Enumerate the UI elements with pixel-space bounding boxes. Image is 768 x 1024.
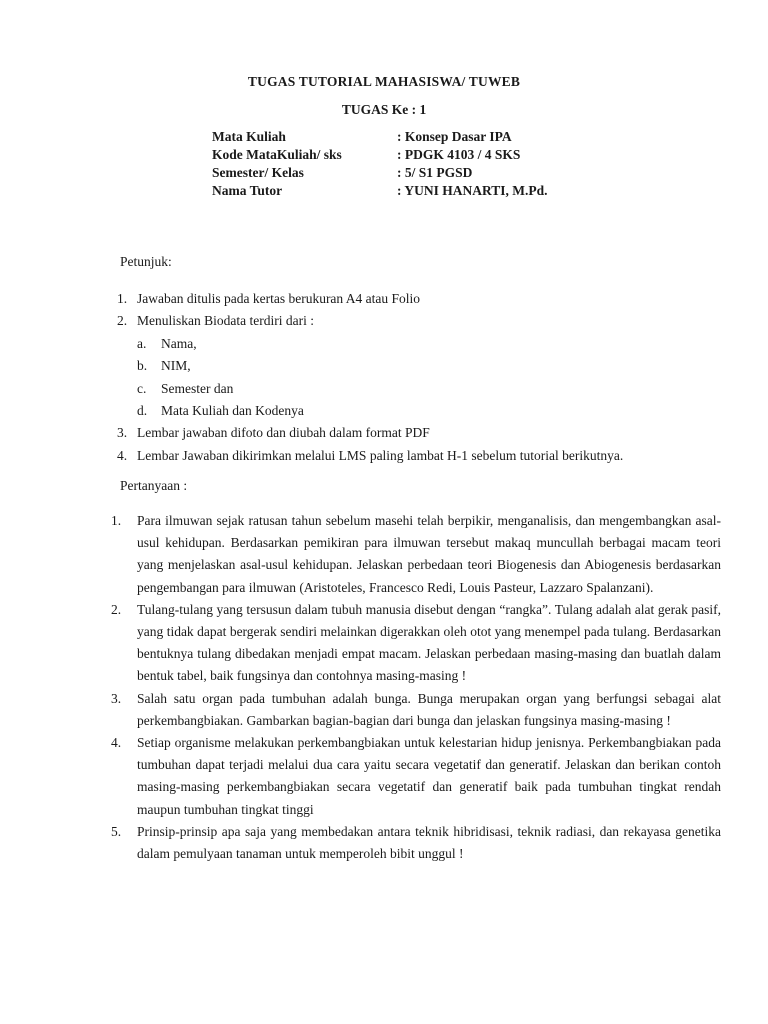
list-subitem (117, 333, 727, 355)
course-info (212, 128, 548, 200)
list-letter: a. (137, 335, 147, 351)
info-row (212, 146, 548, 164)
list-item (117, 422, 727, 444)
info-label: Nama Tutor (212, 183, 283, 198)
question-number: 4. (111, 735, 122, 751)
document-subtitle: TUGAS Ke : 1 (341, 102, 427, 117)
list-text: Lembar Jawaban dikirimkan melalui LMS paling lambat H-1 sebelum tutorial berikutnya. (137, 447, 624, 463)
question-text: Setiap organisme melakukan perkembangbiakan untuk kelestarian hidup jenisnya. Perkembangbiakan pada tumbuhan dapat terjadi melalui dua cara yaitu secara vegetatif dan generatif. Jelaskan dan berikan contoh masing-masing perkembangbiakan secara vegetatif dan generatif baik pada tumbuhan tingkat rendah maupun tumbuhan tingkat tinggi (137, 735, 721, 817)
list-subitem (117, 378, 727, 400)
info-row (212, 164, 548, 182)
list-text: Lembar jawaban difoto dan diubah dalam format PDF (137, 425, 430, 441)
petunjuk-list (117, 288, 727, 467)
list-text: Nama, (161, 335, 197, 351)
question-text: Para ilmuwan sejak ratusan tahun sebelum masehi telah berpikir, menganalisis, dan mengembangkan asal-usul kehidupan. Berdasarkan pemikiran para ilmuwan tersebut makaq muncullah berbagai macam teori yang menjelaskan asal-usul kehidupan. Jelaskan perbedaan teori Biogenesis dan Abiogenesis berdasarkan pengembangan para ilmuwan (Aristoteles, Francesco Redi, Louis Pasteur, Lazzaro Spalanzani). (137, 513, 721, 595)
list-item (117, 310, 727, 332)
question-text: Salah satu organ pada tumbuhan adalah bunga. Bunga merupakan organ yang berfungsi sebagai alat perkembangbiakan. Gambarkan bagian-bagian dari bunga dan jelaskan fungsinya masing-masing ! (137, 690, 721, 728)
list-number: 2. (117, 313, 128, 329)
list-letter: d. (137, 402, 148, 418)
petunjuk-heading: Petunjuk: (120, 254, 172, 269)
list-number: 4. (117, 447, 128, 463)
list-text: Mata Kuliah dan Kodenya (161, 402, 304, 418)
info-value: : 5/ S1 PGSD (397, 165, 473, 180)
question-text: Tulang-tulang yang tersusun dalam tubuh manusia disebut dengan “rangka”. Tulang adalah alat gerak pasif, yang tidak dapat bergerak sendiri melainkan digerakkan oleh otot yang menempel pada tulang. Berdasarkan bentuknya tulang dibedakan menjadi empat macam. Jelaskan perbedaan masing-masing dan buatlah dalam bentuk tabel, baik fungsinya dan contohnya masing-masing ! (137, 601, 721, 684)
question-item (111, 599, 723, 688)
info-label: Semester/ Kelas (212, 165, 304, 180)
list-text: Jawaban ditulis pada kertas berukuran A4 atau Folio (137, 291, 421, 306)
question-text: Prinsip-prinsip apa saja yang membedakan antara teknik hibridisasi, teknik radiasi, dan rekayasa genetika dalam pemulyaan tanaman untuk memperoleh bibit unggul ! (137, 823, 721, 862)
info-row (212, 128, 548, 146)
list-number: 1. (117, 291, 128, 306)
info-value: : YUNI HANARTI, M.Pd. (397, 183, 548, 198)
info-value: : PDGK 4103 / 4 SKS (397, 147, 521, 162)
list-subitem (117, 355, 727, 377)
question-number: 2. (111, 601, 122, 617)
list-item (117, 288, 727, 310)
list-text: Menuliskan Biodata terdiri dari : (137, 313, 314, 329)
list-letter: b. (137, 358, 148, 374)
question-item (111, 688, 723, 732)
list-text: NIM, (161, 358, 191, 374)
info-label: Mata Kuliah (212, 129, 286, 144)
list-item (117, 445, 727, 467)
question-number: 1. (111, 513, 122, 528)
question-item (111, 732, 723, 821)
pertanyaan-list (111, 510, 723, 865)
document-title: TUGAS TUTORIAL MAHASISWA/ TUWEB (247, 74, 521, 89)
info-value: : Konsep Dasar IPA (397, 129, 512, 144)
list-subitem (117, 400, 727, 422)
pertanyaan-heading: Pertanyaan : (120, 478, 188, 493)
list-number: 3. (117, 425, 128, 441)
question-item (111, 821, 723, 865)
question-number: 5. (111, 823, 122, 839)
info-label: Kode MataKuliah/ sks (212, 147, 342, 162)
question-number: 3. (111, 690, 122, 706)
question-item (111, 510, 723, 599)
info-row (212, 182, 548, 200)
list-text: Semester dan (161, 380, 234, 396)
list-letter: c. (137, 380, 147, 396)
